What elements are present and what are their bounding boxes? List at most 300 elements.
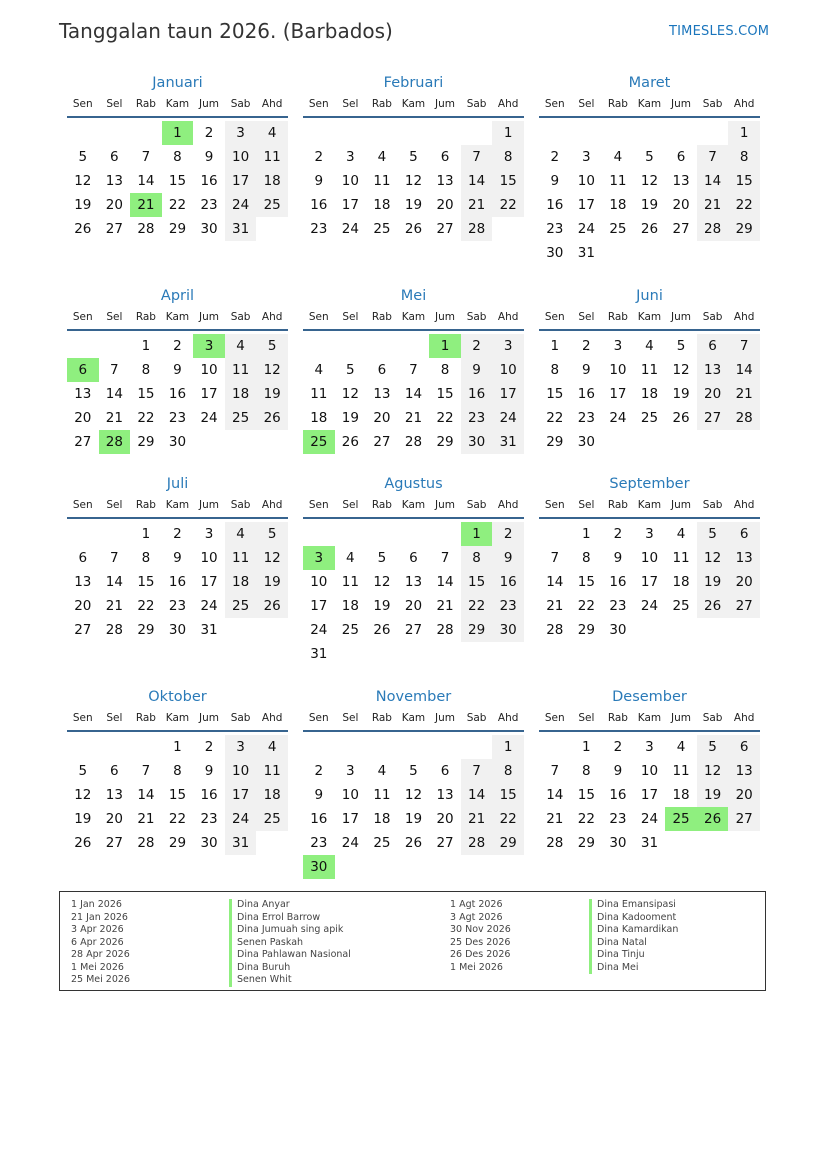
day-cell[interactable]: 13: [373, 386, 391, 402]
day-cell[interactable]: 24: [341, 221, 359, 237]
day-cell[interactable]: 7: [550, 763, 560, 779]
day-cell[interactable]: 26: [697, 594, 729, 618]
day-cell[interactable]: 25: [256, 193, 288, 217]
day-cell[interactable]: 7: [550, 550, 560, 566]
day-cell[interactable]: 21: [436, 598, 454, 614]
day-cell[interactable]: 17: [640, 787, 659, 803]
day-cell[interactable]: 22: [168, 811, 187, 827]
day-cell[interactable]: 6: [440, 149, 450, 165]
day-cell[interactable]: 19: [640, 197, 659, 213]
day-cell[interactable]: 28: [546, 622, 564, 638]
day-cell[interactable]: 17: [310, 598, 328, 614]
day-cell[interactable]: 28: [137, 835, 155, 851]
day-cell[interactable]: 22: [137, 410, 155, 426]
day-cell[interactable]: 10: [225, 145, 257, 169]
day-cell[interactable]: 30: [609, 622, 627, 638]
day-cell[interactable]: 29: [546, 434, 564, 450]
day-cell[interactable]: 16: [310, 811, 328, 827]
day-cell[interactable]: 20: [436, 197, 454, 213]
day-cell[interactable]: 7: [110, 550, 119, 566]
day-cell[interactable]: 21: [461, 807, 493, 831]
day-cell[interactable]: 13: [436, 173, 454, 189]
day-cell[interactable]: 18: [672, 787, 690, 803]
holiday-day-cell[interactable]: 3: [303, 546, 335, 570]
day-cell[interactable]: 14: [461, 169, 493, 193]
day-cell[interactable]: 8: [492, 759, 524, 783]
day-cell[interactable]: 3: [346, 149, 355, 165]
day-cell[interactable]: 11: [609, 173, 627, 189]
day-cell[interactable]: 28: [404, 434, 423, 450]
day-cell[interactable]: 19: [74, 197, 92, 213]
day-cell[interactable]: 9: [173, 362, 182, 378]
day-cell[interactable]: 2: [461, 334, 493, 358]
day-cell[interactable]: 2: [492, 522, 524, 546]
day-cell[interactable]: 20: [105, 197, 123, 213]
day-cell[interactable]: 3: [346, 763, 355, 779]
day-cell[interactable]: 30: [546, 245, 564, 261]
day-cell[interactable]: 5: [78, 763, 88, 779]
day-cell[interactable]: 3: [645, 739, 654, 755]
day-cell[interactable]: 12: [74, 173, 92, 189]
day-cell[interactable]: 30: [200, 221, 218, 237]
day-cell[interactable]: 27: [436, 221, 454, 237]
day-cell[interactable]: 10: [577, 173, 595, 189]
day-cell[interactable]: 19: [404, 197, 423, 213]
day-cell[interactable]: 18: [256, 169, 288, 193]
day-cell[interactable]: 17: [341, 811, 359, 827]
day-cell[interactable]: 27: [74, 622, 92, 638]
day-cell[interactable]: 9: [204, 149, 214, 165]
day-cell[interactable]: 7: [697, 145, 729, 169]
day-cell[interactable]: 27: [672, 221, 690, 237]
day-cell[interactable]: 24: [225, 193, 257, 217]
day-cell[interactable]: 25: [225, 406, 257, 430]
day-cell[interactable]: 9: [314, 173, 324, 189]
day-cell[interactable]: 30: [168, 434, 187, 450]
day-cell[interactable]: 18: [373, 197, 391, 213]
day-cell[interactable]: 4: [676, 739, 686, 755]
day-cell[interactable]: 26: [256, 594, 288, 618]
day-cell[interactable]: 16: [310, 197, 328, 213]
day-cell[interactable]: 18: [373, 811, 391, 827]
day-cell[interactable]: 14: [105, 574, 123, 590]
day-cell[interactable]: 21: [461, 193, 493, 217]
day-cell[interactable]: 23: [168, 410, 187, 426]
day-cell[interactable]: 4: [613, 149, 623, 165]
day-cell[interactable]: 29: [168, 221, 187, 237]
day-cell[interactable]: 11: [373, 787, 391, 803]
day-cell[interactable]: 26: [341, 434, 359, 450]
day-cell[interactable]: 13: [105, 173, 123, 189]
day-cell[interactable]: 17: [609, 386, 627, 402]
day-cell[interactable]: 23: [609, 598, 627, 614]
day-cell[interactable]: 17: [200, 574, 218, 590]
day-cell[interactable]: 8: [728, 145, 760, 169]
day-cell[interactable]: 12: [74, 787, 92, 803]
day-cell[interactable]: 1: [141, 526, 151, 542]
day-cell[interactable]: 11: [672, 763, 690, 779]
day-cell[interactable]: 7: [110, 362, 119, 378]
day-cell[interactable]: 28: [137, 221, 155, 237]
day-cell[interactable]: 20: [404, 598, 423, 614]
day-cell[interactable]: 23: [577, 410, 595, 426]
day-cell[interactable]: 9: [492, 546, 524, 570]
day-cell[interactable]: 27: [436, 835, 454, 851]
day-cell[interactable]: 3: [645, 526, 654, 542]
day-cell[interactable]: 20: [728, 783, 760, 807]
day-cell[interactable]: 21: [105, 598, 123, 614]
day-cell[interactable]: 26: [640, 221, 659, 237]
day-cell[interactable]: 13: [672, 173, 690, 189]
day-cell[interactable]: 30: [200, 835, 218, 851]
holiday-day-cell[interactable]: 1: [461, 522, 493, 546]
day-cell[interactable]: 11: [256, 759, 288, 783]
day-cell[interactable]: 16: [546, 197, 564, 213]
day-cell[interactable]: 15: [436, 386, 454, 402]
day-cell[interactable]: 3: [204, 526, 214, 542]
day-cell[interactable]: 15: [577, 574, 595, 590]
day-cell[interactable]: 3: [613, 338, 623, 354]
day-cell[interactable]: 13: [74, 574, 92, 590]
day-cell[interactable]: 12: [697, 759, 729, 783]
day-cell[interactable]: 29: [137, 434, 155, 450]
holiday-day-cell[interactable]: 1: [429, 334, 461, 358]
day-cell[interactable]: 1: [582, 739, 591, 755]
day-cell[interactable]: 16: [200, 173, 218, 189]
day-cell[interactable]: 30: [492, 618, 524, 642]
day-cell[interactable]: 16: [577, 386, 595, 402]
day-cell[interactable]: 26: [672, 410, 690, 426]
day-cell[interactable]: 20: [74, 410, 92, 426]
day-cell[interactable]: 21: [546, 598, 564, 614]
day-cell[interactable]: 30: [577, 434, 595, 450]
day-cell[interactable]: 12: [256, 358, 288, 382]
day-cell[interactable]: 24: [341, 835, 359, 851]
day-cell[interactable]: 8: [141, 362, 151, 378]
day-cell[interactable]: 25: [609, 221, 627, 237]
holiday-day-cell[interactable]: 3: [193, 334, 225, 358]
day-cell[interactable]: 2: [582, 338, 591, 354]
day-cell[interactable]: 5: [256, 334, 288, 358]
day-cell[interactable]: 27: [74, 434, 92, 450]
day-cell[interactable]: 11: [225, 546, 257, 570]
day-cell[interactable]: 7: [461, 145, 493, 169]
day-cell[interactable]: 18: [341, 598, 359, 614]
day-cell[interactable]: 19: [74, 811, 92, 827]
holiday-day-cell[interactable]: 1: [162, 121, 194, 145]
day-cell[interactable]: 24: [640, 811, 659, 827]
day-cell[interactable]: 17: [341, 197, 359, 213]
day-cell[interactable]: 8: [440, 362, 450, 378]
day-cell[interactable]: 14: [404, 386, 423, 402]
day-cell[interactable]: 23: [168, 598, 187, 614]
day-cell[interactable]: 21: [697, 193, 729, 217]
day-cell[interactable]: 15: [168, 173, 187, 189]
day-cell[interactable]: 27: [728, 594, 760, 618]
day-cell[interactable]: 27: [105, 221, 123, 237]
day-cell[interactable]: 11: [225, 358, 257, 382]
day-cell[interactable]: 19: [256, 570, 288, 594]
day-cell[interactable]: 12: [373, 574, 391, 590]
day-cell[interactable]: 31: [225, 831, 257, 855]
day-cell[interactable]: 19: [341, 410, 359, 426]
day-cell[interactable]: 6: [440, 763, 450, 779]
day-cell[interactable]: 7: [141, 763, 151, 779]
day-cell[interactable]: 29: [492, 831, 524, 855]
day-cell[interactable]: 28: [436, 622, 454, 638]
day-cell[interactable]: 23: [461, 406, 493, 430]
day-cell[interactable]: 25: [640, 410, 659, 426]
day-cell[interactable]: 19: [672, 386, 690, 402]
day-cell[interactable]: 18: [225, 570, 257, 594]
day-cell[interactable]: 11: [640, 362, 659, 378]
day-cell[interactable]: 17: [225, 783, 257, 807]
day-cell[interactable]: 22: [728, 193, 760, 217]
day-cell[interactable]: 9: [613, 550, 623, 566]
day-cell[interactable]: 13: [404, 574, 423, 590]
day-cell[interactable]: 9: [314, 787, 324, 803]
day-cell[interactable]: 9: [204, 763, 214, 779]
day-cell[interactable]: 18: [225, 382, 257, 406]
day-cell[interactable]: 31: [640, 835, 659, 851]
day-cell[interactable]: 17: [200, 386, 218, 402]
day-cell[interactable]: 13: [105, 787, 123, 803]
day-cell[interactable]: 8: [550, 362, 560, 378]
day-cell[interactable]: 2: [173, 338, 182, 354]
day-cell[interactable]: 8: [141, 550, 151, 566]
day-cell[interactable]: 14: [728, 358, 760, 382]
day-cell[interactable]: 15: [728, 169, 760, 193]
day-cell[interactable]: 14: [137, 173, 155, 189]
day-cell[interactable]: 23: [609, 811, 627, 827]
day-cell[interactable]: 14: [546, 574, 564, 590]
day-cell[interactable]: 27: [404, 622, 423, 638]
day-cell[interactable]: 28: [728, 406, 760, 430]
day-cell[interactable]: 1: [492, 735, 524, 759]
day-cell[interactable]: 28: [105, 622, 123, 638]
day-cell[interactable]: 19: [697, 783, 729, 807]
holiday-day-cell[interactable]: 6: [67, 358, 99, 382]
day-cell[interactable]: 10: [200, 362, 218, 378]
day-cell[interactable]: 14: [137, 787, 155, 803]
day-cell[interactable]: 7: [409, 362, 418, 378]
day-cell[interactable]: 22: [492, 807, 524, 831]
day-cell[interactable]: 10: [341, 173, 359, 189]
holiday-day-cell[interactable]: 25: [665, 807, 697, 831]
day-cell[interactable]: 30: [168, 622, 187, 638]
day-cell[interactable]: 9: [550, 173, 560, 189]
day-cell[interactable]: 4: [377, 763, 387, 779]
day-cell[interactable]: 29: [577, 835, 595, 851]
day-cell[interactable]: 24: [577, 221, 595, 237]
day-cell[interactable]: 19: [256, 382, 288, 406]
day-cell[interactable]: 15: [492, 783, 524, 807]
day-cell[interactable]: 24: [492, 406, 524, 430]
holiday-day-cell[interactable]: 30: [303, 855, 335, 879]
day-cell[interactable]: 4: [377, 149, 387, 165]
day-cell[interactable]: 29: [436, 434, 454, 450]
day-cell[interactable]: 16: [609, 574, 627, 590]
day-cell[interactable]: 20: [697, 382, 729, 406]
day-cell[interactable]: 18: [640, 386, 659, 402]
day-cell[interactable]: 7: [461, 759, 493, 783]
day-cell[interactable]: 21: [404, 410, 423, 426]
day-cell[interactable]: 18: [310, 410, 328, 426]
day-cell[interactable]: 6: [676, 149, 686, 165]
day-cell[interactable]: 12: [341, 386, 359, 402]
day-cell[interactable]: 11: [256, 145, 288, 169]
day-cell[interactable]: 4: [225, 522, 257, 546]
day-cell[interactable]: 16: [168, 386, 187, 402]
day-cell[interactable]: 26: [74, 221, 92, 237]
day-cell[interactable]: 10: [200, 550, 218, 566]
day-cell[interactable]: 1: [550, 338, 560, 354]
day-cell[interactable]: 26: [404, 835, 423, 851]
day-cell[interactable]: 14: [436, 574, 454, 590]
day-cell[interactable]: 25: [373, 835, 391, 851]
day-cell[interactable]: 4: [676, 526, 686, 542]
day-cell[interactable]: 23: [492, 594, 524, 618]
day-cell[interactable]: 31: [310, 646, 328, 662]
day-cell[interactable]: 7: [440, 550, 450, 566]
day-cell[interactable]: 19: [404, 811, 423, 827]
day-cell[interactable]: 15: [137, 574, 155, 590]
day-cell[interactable]: 5: [697, 522, 729, 546]
day-cell[interactable]: 26: [404, 221, 423, 237]
day-cell[interactable]: 22: [137, 598, 155, 614]
day-cell[interactable]: 27: [373, 434, 391, 450]
day-cell[interactable]: 26: [373, 622, 391, 638]
day-cell[interactable]: 1: [728, 121, 760, 145]
day-cell[interactable]: 6: [409, 550, 418, 566]
day-cell[interactable]: 7: [141, 149, 151, 165]
day-cell[interactable]: 24: [609, 410, 627, 426]
day-cell[interactable]: 31: [200, 622, 218, 638]
day-cell[interactable]: 19: [373, 598, 391, 614]
day-cell[interactable]: 8: [492, 145, 524, 169]
day-cell[interactable]: 19: [697, 570, 729, 594]
holiday-day-cell[interactable]: 28: [99, 430, 131, 454]
day-cell[interactable]: 28: [697, 217, 729, 241]
day-cell[interactable]: 12: [640, 173, 659, 189]
day-cell[interactable]: 26: [256, 406, 288, 430]
day-cell[interactable]: 8: [582, 550, 591, 566]
day-cell[interactable]: 18: [256, 783, 288, 807]
day-cell[interactable]: 4: [256, 735, 288, 759]
day-cell[interactable]: 27: [697, 406, 729, 430]
day-cell[interactable]: 2: [613, 739, 623, 755]
day-cell[interactable]: 5: [645, 149, 654, 165]
day-cell[interactable]: 5: [78, 149, 88, 165]
day-cell[interactable]: 25: [341, 622, 359, 638]
day-cell[interactable]: 24: [200, 598, 218, 614]
holiday-day-cell[interactable]: 26: [697, 807, 729, 831]
day-cell[interactable]: 20: [105, 811, 123, 827]
day-cell[interactable]: 23: [546, 221, 564, 237]
day-cell[interactable]: 26: [74, 835, 92, 851]
day-cell[interactable]: 13: [74, 386, 92, 402]
day-cell[interactable]: 17: [225, 169, 257, 193]
day-cell[interactable]: 22: [461, 594, 493, 618]
day-cell[interactable]: 11: [341, 574, 359, 590]
day-cell[interactable]: 1: [173, 739, 182, 755]
day-cell[interactable]: 16: [492, 570, 524, 594]
day-cell[interactable]: 21: [137, 811, 155, 827]
day-cell[interactable]: 31: [577, 245, 595, 261]
holiday-day-cell[interactable]: 25: [303, 430, 335, 454]
day-cell[interactable]: 13: [728, 546, 760, 570]
day-cell[interactable]: 4: [645, 338, 654, 354]
day-cell[interactable]: 16: [168, 574, 187, 590]
day-cell[interactable]: 17: [492, 382, 524, 406]
day-cell[interactable]: 4: [256, 121, 288, 145]
day-cell[interactable]: 10: [640, 550, 659, 566]
day-cell[interactable]: 15: [137, 386, 155, 402]
day-cell[interactable]: 5: [377, 550, 387, 566]
day-cell[interactable]: 18: [609, 197, 627, 213]
day-cell[interactable]: 8: [173, 149, 182, 165]
day-cell[interactable]: 10: [492, 358, 524, 382]
day-cell[interactable]: 15: [168, 787, 187, 803]
day-cell[interactable]: 5: [676, 338, 686, 354]
day-cell[interactable]: 1: [582, 526, 591, 542]
day-cell[interactable]: 3: [225, 735, 257, 759]
day-cell[interactable]: 9: [461, 358, 493, 382]
day-cell[interactable]: 6: [110, 149, 119, 165]
day-cell[interactable]: 28: [461, 217, 493, 241]
day-cell[interactable]: 2: [204, 739, 214, 755]
day-cell[interactable]: 15: [492, 169, 524, 193]
day-cell[interactable]: 22: [492, 193, 524, 217]
day-cell[interactable]: 3: [582, 149, 591, 165]
day-cell[interactable]: 25: [256, 807, 288, 831]
day-cell[interactable]: 20: [728, 570, 760, 594]
day-cell[interactable]: 13: [436, 787, 454, 803]
day-cell[interactable]: 13: [697, 358, 729, 382]
day-cell[interactable]: 16: [461, 382, 493, 406]
day-cell[interactable]: 23: [200, 197, 218, 213]
day-cell[interactable]: 8: [173, 763, 182, 779]
day-cell[interactable]: 5: [256, 522, 288, 546]
holiday-day-cell[interactable]: 21: [130, 193, 162, 217]
day-cell[interactable]: 22: [168, 197, 187, 213]
day-cell[interactable]: 23: [310, 835, 328, 851]
day-cell[interactable]: 3: [492, 334, 524, 358]
day-cell[interactable]: 2: [314, 763, 324, 779]
day-cell[interactable]: 22: [577, 811, 595, 827]
day-cell[interactable]: 21: [728, 382, 760, 406]
day-cell[interactable]: 25: [225, 594, 257, 618]
day-cell[interactable]: 2: [550, 149, 560, 165]
day-cell[interactable]: 25: [373, 221, 391, 237]
day-cell[interactable]: 29: [168, 835, 187, 851]
day-cell[interactable]: 23: [200, 811, 218, 827]
day-cell[interactable]: 10: [609, 362, 627, 378]
day-cell[interactable]: 30: [609, 835, 627, 851]
day-cell[interactable]: 12: [672, 362, 690, 378]
day-cell[interactable]: 22: [436, 410, 454, 426]
day-cell[interactable]: 31: [492, 430, 524, 454]
day-cell[interactable]: 8: [582, 763, 591, 779]
day-cell[interactable]: 14: [697, 169, 729, 193]
day-cell[interactable]: 22: [546, 410, 564, 426]
day-cell[interactable]: 24: [200, 410, 218, 426]
day-cell[interactable]: 11: [672, 550, 690, 566]
day-cell[interactable]: 24: [310, 622, 328, 638]
day-cell[interactable]: 1: [141, 338, 151, 354]
day-cell[interactable]: 10: [341, 787, 359, 803]
day-cell[interactable]: 21: [105, 410, 123, 426]
